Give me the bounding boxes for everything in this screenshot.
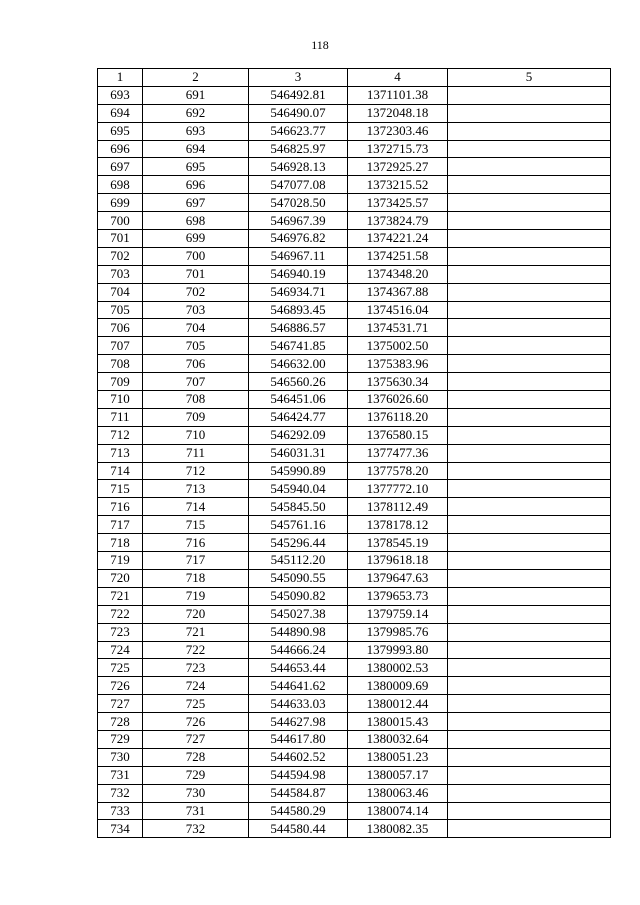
table-row (98, 820, 611, 838)
table-row (98, 104, 611, 122)
table-cell-col-4: 1377477.36 (348, 444, 448, 462)
table-cell-col-4: 1379618.18 (348, 552, 448, 570)
table-cell-col-5 (448, 391, 611, 409)
table-cell-col-5 (448, 784, 611, 802)
table-row (98, 176, 611, 194)
table-cell-col-2: 725 (143, 695, 249, 713)
table-cell-col-2: 726 (143, 713, 249, 731)
table-cell-col-5 (448, 283, 611, 301)
table-cell-col-4: 1376026.60 (348, 391, 448, 409)
table-cell-col-1: 704 (98, 283, 143, 301)
table-row (98, 659, 611, 677)
table-cell-col-4: 1372925.27 (348, 158, 448, 176)
table-cell-col-4: 1379759.14 (348, 605, 448, 623)
table-cell-col-5 (448, 480, 611, 498)
table-row (98, 355, 611, 373)
table-row (98, 766, 611, 784)
table-cell-col-3: 545296.44 (249, 534, 348, 552)
column-header-1: 1 (98, 69, 143, 87)
table-cell-col-5 (448, 426, 611, 444)
table-cell-col-5 (448, 194, 611, 212)
table-cell-col-1: 695 (98, 122, 143, 140)
table-cell-col-5 (448, 713, 611, 731)
table-cell-col-1: 693 (98, 86, 143, 104)
table-cell-col-5 (448, 158, 611, 176)
table-cell-col-4: 1374531.71 (348, 319, 448, 337)
table-cell-col-2: 693 (143, 122, 249, 140)
table-cell-col-4: 1372303.46 (348, 122, 448, 140)
table-row (98, 319, 611, 337)
table-cell-col-5 (448, 802, 611, 820)
table-cell-col-5 (448, 104, 611, 122)
table-cell-col-3: 545845.50 (249, 498, 348, 516)
table-cell-col-4: 1374367.88 (348, 283, 448, 301)
table-cell-col-1: 726 (98, 677, 143, 695)
table-cell-col-3: 544594.98 (249, 766, 348, 784)
table-cell-col-2: 702 (143, 283, 249, 301)
table-cell-col-2: 696 (143, 176, 249, 194)
table-row (98, 569, 611, 587)
table-cell-col-2: 732 (143, 820, 249, 838)
table-cell-col-3: 545090.55 (249, 569, 348, 587)
table-cell-col-1: 722 (98, 605, 143, 623)
table-cell-col-4: 1372715.73 (348, 140, 448, 158)
table-row (98, 194, 611, 212)
table-cell-col-1: 721 (98, 587, 143, 605)
table-row (98, 426, 611, 444)
table-cell-col-5 (448, 677, 611, 695)
table-cell-col-3: 547077.08 (249, 176, 348, 194)
table-cell-col-1: 697 (98, 158, 143, 176)
table-cell-col-3: 546623.77 (249, 122, 348, 140)
table-cell-col-1: 701 (98, 230, 143, 248)
table-cell-col-5 (448, 355, 611, 373)
table-cell-col-4: 1380057.17 (348, 766, 448, 784)
table-cell-col-2: 697 (143, 194, 249, 212)
table-cell-col-2: 721 (143, 623, 249, 641)
table-cell-col-4: 1379985.76 (348, 623, 448, 641)
table-cell-col-5 (448, 265, 611, 283)
table-cell-col-3: 544580.29 (249, 802, 348, 820)
table-cell-col-5 (448, 534, 611, 552)
table-cell-col-2: 730 (143, 784, 249, 802)
table-cell-col-5 (448, 247, 611, 265)
table-cell-col-1: 729 (98, 730, 143, 748)
table-cell-col-2: 699 (143, 230, 249, 248)
table-cell-col-3: 546031.31 (249, 444, 348, 462)
table-cell-col-3: 546967.39 (249, 212, 348, 230)
table-cell-col-4: 1380063.46 (348, 784, 448, 802)
table-cell-col-1: 728 (98, 713, 143, 731)
table-cell-col-3: 545761.16 (249, 516, 348, 534)
table-row (98, 283, 611, 301)
table-cell-col-4: 1380012.44 (348, 695, 448, 713)
table-cell-col-2: 729 (143, 766, 249, 784)
table-cell-col-3: 546934.71 (249, 283, 348, 301)
table-cell-col-2: 716 (143, 534, 249, 552)
table-cell-col-1: 716 (98, 498, 143, 516)
table-cell-col-1: 724 (98, 641, 143, 659)
table-cell-col-5 (448, 569, 611, 587)
table-cell-col-4: 1371101.38 (348, 86, 448, 104)
table-cell-col-3: 546741.85 (249, 337, 348, 355)
table-row (98, 391, 611, 409)
table-cell-col-2: 723 (143, 659, 249, 677)
table-cell-col-4: 1378112.49 (348, 498, 448, 516)
table-cell-col-5 (448, 748, 611, 766)
table-cell-col-1: 711 (98, 408, 143, 426)
table-header-row (98, 69, 611, 87)
table-cell-col-3: 546560.26 (249, 373, 348, 391)
table-cell-col-3: 544584.87 (249, 784, 348, 802)
table-row (98, 695, 611, 713)
table-cell-col-2: 703 (143, 301, 249, 319)
table-cell-col-2: 719 (143, 587, 249, 605)
table-cell-col-3: 544633.03 (249, 695, 348, 713)
table-cell-col-4: 1373215.52 (348, 176, 448, 194)
table-cell-col-5 (448, 695, 611, 713)
table-cell-col-2: 691 (143, 86, 249, 104)
table-row (98, 677, 611, 695)
table-cell-col-3: 546940.19 (249, 265, 348, 283)
table-cell-col-3: 545990.89 (249, 462, 348, 480)
table-cell-col-5 (448, 623, 611, 641)
table-cell-col-4: 1380074.14 (348, 802, 448, 820)
table-cell-col-5 (448, 319, 611, 337)
table-cell-col-1: 731 (98, 766, 143, 784)
table-cell-col-3: 544890.98 (249, 623, 348, 641)
table-row (98, 623, 611, 641)
table-row (98, 247, 611, 265)
table-cell-col-2: 731 (143, 802, 249, 820)
table-cell-col-1: 732 (98, 784, 143, 802)
table-cell-col-2: 727 (143, 730, 249, 748)
table-cell-col-2: 724 (143, 677, 249, 695)
table-cell-col-3: 544602.52 (249, 748, 348, 766)
table-cell-col-5 (448, 140, 611, 158)
table-row (98, 462, 611, 480)
table-row (98, 444, 611, 462)
table-cell-col-5 (448, 301, 611, 319)
table-cell-col-2: 720 (143, 605, 249, 623)
table-cell-col-1: 707 (98, 337, 143, 355)
table-row (98, 713, 611, 731)
table-cell-col-5 (448, 337, 611, 355)
table-cell-col-2: 718 (143, 569, 249, 587)
table-cell-col-2: 711 (143, 444, 249, 462)
table-cell-col-1: 714 (98, 462, 143, 480)
table-cell-col-3: 544580.44 (249, 820, 348, 838)
table-cell-col-1: 700 (98, 212, 143, 230)
table-row (98, 498, 611, 516)
table-cell-col-3: 546976.82 (249, 230, 348, 248)
table-cell-col-3: 545940.04 (249, 480, 348, 498)
table-cell-col-1: 710 (98, 391, 143, 409)
table-cell-col-1: 712 (98, 426, 143, 444)
table-cell-col-2: 707 (143, 373, 249, 391)
table-row (98, 802, 611, 820)
table-cell-col-2: 717 (143, 552, 249, 570)
table-cell-col-4: 1380051.23 (348, 748, 448, 766)
table-row (98, 534, 611, 552)
table-cell-col-1: 730 (98, 748, 143, 766)
table-cell-col-5 (448, 230, 611, 248)
table-cell-col-1: 733 (98, 802, 143, 820)
table-cell-col-1: 727 (98, 695, 143, 713)
table-cell-col-1: 708 (98, 355, 143, 373)
table-cell-col-5 (448, 462, 611, 480)
table-cell-col-4: 1380015.43 (348, 713, 448, 731)
table-cell-col-1: 717 (98, 516, 143, 534)
table-cell-col-3: 546886.57 (249, 319, 348, 337)
table-cell-col-1: 709 (98, 373, 143, 391)
table-cell-col-3: 546893.45 (249, 301, 348, 319)
column-header-5: 5 (448, 69, 611, 87)
table-cell-col-4: 1376580.15 (348, 426, 448, 444)
table-cell-col-1: 703 (98, 265, 143, 283)
table-cell-col-1: 702 (98, 247, 143, 265)
table-cell-col-4: 1380009.69 (348, 677, 448, 695)
table-cell-col-3: 544641.62 (249, 677, 348, 695)
table-cell-col-1: 694 (98, 104, 143, 122)
table-row (98, 480, 611, 498)
table-cell-col-3: 546451.06 (249, 391, 348, 409)
coordinates-table (97, 68, 611, 838)
table-cell-col-2: 713 (143, 480, 249, 498)
table-cell-col-4: 1377772.10 (348, 480, 448, 498)
table-cell-col-1: 715 (98, 480, 143, 498)
table-cell-col-4: 1377578.20 (348, 462, 448, 480)
table-cell-col-1: 723 (98, 623, 143, 641)
table-cell-col-3: 546490.07 (249, 104, 348, 122)
table-cell-col-5 (448, 605, 611, 623)
table-cell-col-2: 698 (143, 212, 249, 230)
table-cell-col-1: 713 (98, 444, 143, 462)
table-cell-col-4: 1375002.50 (348, 337, 448, 355)
table-cell-col-4: 1375630.34 (348, 373, 448, 391)
table-cell-col-5 (448, 730, 611, 748)
table-cell-col-4: 1378545.19 (348, 534, 448, 552)
column-header-3: 3 (249, 69, 348, 87)
table-cell-col-3: 546292.09 (249, 426, 348, 444)
table-cell-col-3: 544666.24 (249, 641, 348, 659)
table-row (98, 552, 611, 570)
table-cell-col-1: 706 (98, 319, 143, 337)
table-cell-col-2: 694 (143, 140, 249, 158)
table-cell-col-5 (448, 212, 611, 230)
table-cell-col-3: 545027.38 (249, 605, 348, 623)
table-row (98, 748, 611, 766)
table-row (98, 158, 611, 176)
table-row (98, 301, 611, 319)
table-cell-col-3: 544653.44 (249, 659, 348, 677)
table-row (98, 140, 611, 158)
table-row (98, 605, 611, 623)
table-cell-col-2: 700 (143, 247, 249, 265)
table-cell-col-2: 722 (143, 641, 249, 659)
table-cell-col-2: 714 (143, 498, 249, 516)
table-cell-col-1: 719 (98, 552, 143, 570)
table-cell-col-4: 1379993.80 (348, 641, 448, 659)
table-cell-col-3: 547028.50 (249, 194, 348, 212)
table-cell-col-4: 1379647.63 (348, 569, 448, 587)
table-cell-col-2: 728 (143, 748, 249, 766)
table-row (98, 784, 611, 802)
table-cell-col-3: 544627.98 (249, 713, 348, 731)
table-cell-col-3: 544617.80 (249, 730, 348, 748)
table-cell-col-1: 705 (98, 301, 143, 319)
table-cell-col-1: 699 (98, 194, 143, 212)
table-cell-col-1: 718 (98, 534, 143, 552)
table-cell-col-2: 709 (143, 408, 249, 426)
table-cell-col-4: 1374348.20 (348, 265, 448, 283)
table-row (98, 641, 611, 659)
table-row (98, 337, 611, 355)
table-cell-col-1: 734 (98, 820, 143, 838)
table-cell-col-5 (448, 587, 611, 605)
table-cell-col-3: 546632.00 (249, 355, 348, 373)
table-cell-col-3: 545090.82 (249, 587, 348, 605)
table-cell-col-2: 701 (143, 265, 249, 283)
page-number: 118 (311, 38, 329, 52)
table-cell-col-4: 1376118.20 (348, 408, 448, 426)
table-cell-col-2: 706 (143, 355, 249, 373)
table-cell-col-3: 546928.13 (249, 158, 348, 176)
table-cell-col-5 (448, 498, 611, 516)
table-cell-col-2: 715 (143, 516, 249, 534)
table-row (98, 408, 611, 426)
table-cell-col-5 (448, 552, 611, 570)
table-cell-col-4: 1374251.58 (348, 247, 448, 265)
table-cell-col-5 (448, 516, 611, 534)
table-row (98, 516, 611, 534)
table-cell-col-5 (448, 86, 611, 104)
table-cell-col-4: 1375383.96 (348, 355, 448, 373)
table-cell-col-4: 1373824.79 (348, 212, 448, 230)
table-row (98, 122, 611, 140)
table-cell-col-1: 725 (98, 659, 143, 677)
table-cell-col-5 (448, 766, 611, 784)
table-cell-col-1: 698 (98, 176, 143, 194)
table-row (98, 730, 611, 748)
column-header-2: 2 (143, 69, 249, 87)
table-row (98, 373, 611, 391)
table-cell-col-2: 710 (143, 426, 249, 444)
table-cell-col-5 (448, 641, 611, 659)
table-cell-col-4: 1374221.24 (348, 230, 448, 248)
table-cell-col-5 (448, 444, 611, 462)
table-cell-col-3: 546492.81 (249, 86, 348, 104)
table-cell-col-3: 545112.20 (249, 552, 348, 570)
table-cell-col-2: 704 (143, 319, 249, 337)
table-cell-col-2: 692 (143, 104, 249, 122)
column-header-4: 4 (348, 69, 448, 87)
table-cell-col-2: 708 (143, 391, 249, 409)
table-row (98, 587, 611, 605)
table-cell-col-1: 696 (98, 140, 143, 158)
table-row (98, 86, 611, 104)
table-cell-col-5 (448, 659, 611, 677)
table-cell-col-5 (448, 408, 611, 426)
table-cell-col-4: 1372048.18 (348, 104, 448, 122)
table-cell-col-3: 546825.97 (249, 140, 348, 158)
table-cell-col-2: 705 (143, 337, 249, 355)
table-body (98, 86, 611, 837)
table-row (98, 212, 611, 230)
table-cell-col-1: 720 (98, 569, 143, 587)
table-cell-col-4: 1379653.73 (348, 587, 448, 605)
table-cell-col-4: 1380002.53 (348, 659, 448, 677)
table-cell-col-3: 546967.11 (249, 247, 348, 265)
table-cell-col-5 (448, 820, 611, 838)
table-cell-col-4: 1380082.35 (348, 820, 448, 838)
table-cell-col-3: 546424.77 (249, 408, 348, 426)
table-cell-col-4: 1374516.04 (348, 301, 448, 319)
table-cell-col-5 (448, 122, 611, 140)
table-cell-col-2: 695 (143, 158, 249, 176)
table-cell-col-4: 1380032.64 (348, 730, 448, 748)
table-row (98, 265, 611, 283)
table-row (98, 230, 611, 248)
table-cell-col-2: 712 (143, 462, 249, 480)
table-cell-col-4: 1378178.12 (348, 516, 448, 534)
table-cell-col-4: 1373425.57 (348, 194, 448, 212)
table-cell-col-5 (448, 176, 611, 194)
table-cell-col-5 (448, 373, 611, 391)
